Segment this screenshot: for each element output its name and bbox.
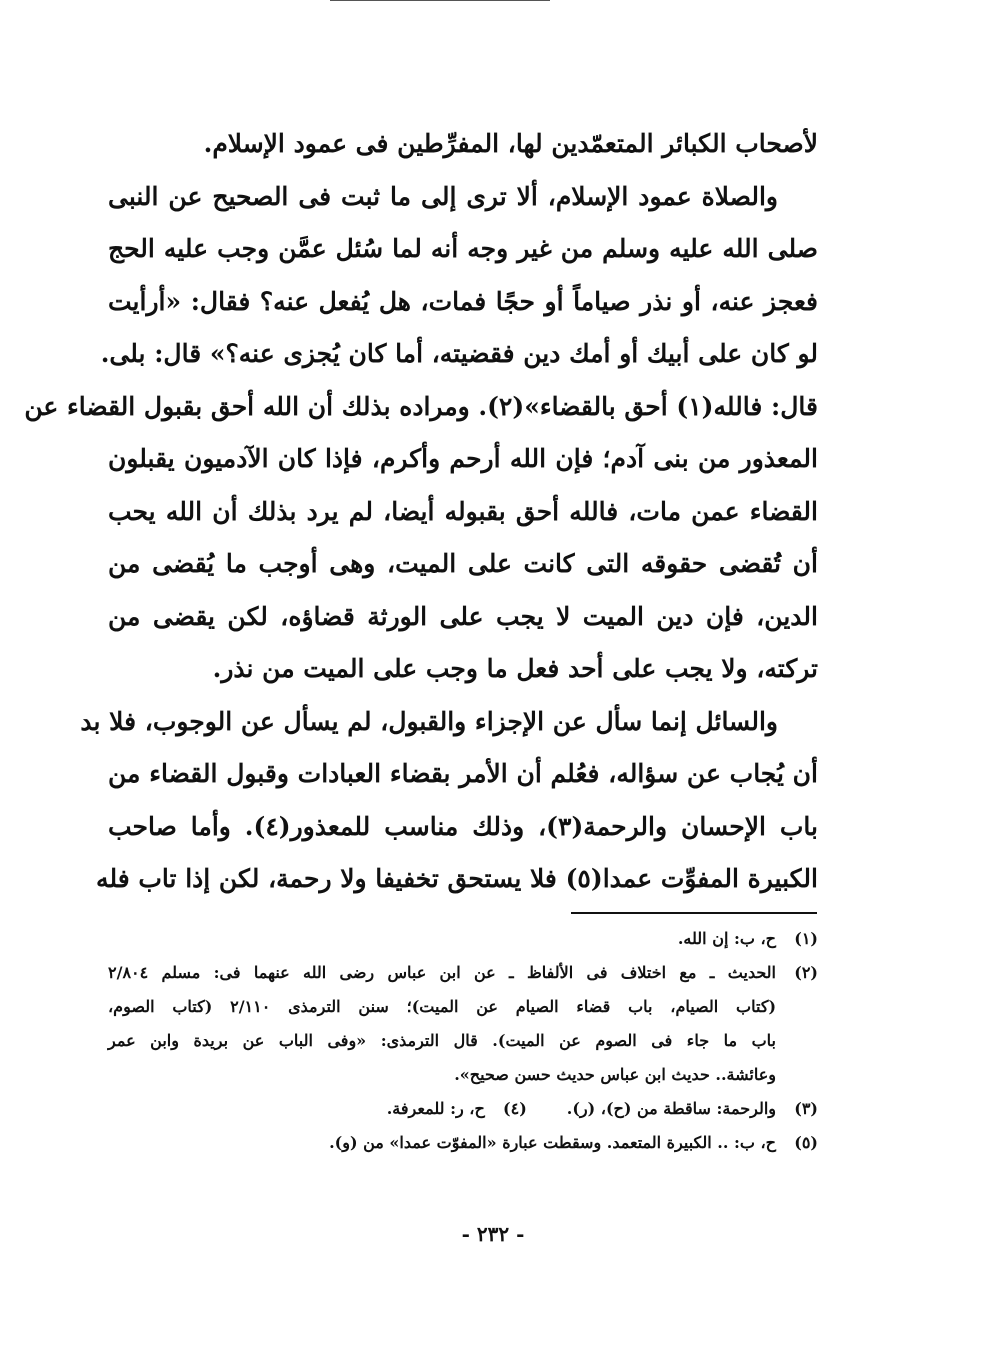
footnote-text: ح، ب: .. الكبيرة المتعمد. وسقطت عبارة «المفوّت عمدا» من (و). bbox=[329, 1133, 776, 1152]
footnote-2 bbox=[108, 956, 818, 1092]
body-line: قال: فالله(١) أحق بالقضاء»(٢). ومراده بذلك أن الله أحق بقبول القضاء عن bbox=[24, 391, 818, 421]
footnote-4 bbox=[387, 1092, 527, 1126]
footnote-row-3-4 bbox=[108, 1092, 818, 1126]
page-number: - ٢٣٢ - bbox=[461, 1222, 525, 1246]
footnote-number: (٤) bbox=[503, 1099, 527, 1118]
top-edge-rule bbox=[330, 0, 550, 1]
footnote-line: الحديث ـ مع اختلاف فى الألفاظ ـ عن ابن عباس رضى الله عنهما فى: مسلم ٢/٨٠٤ bbox=[108, 963, 776, 982]
body-line: لو كان على أبيك أو أمك دين فقضيته، أما كان يُجزى عنه؟» قال: بلى. bbox=[100, 339, 818, 368]
footnote-1 bbox=[108, 922, 818, 956]
footnote-text: ح، ب: إن الله. bbox=[677, 929, 776, 948]
footnote-number: (١) bbox=[794, 929, 818, 948]
footnote-number: (٥) bbox=[794, 1133, 818, 1152]
footnote-text bbox=[108, 956, 776, 1092]
footnote-5 bbox=[108, 1126, 818, 1160]
footnote-line: باب ما جاء فى الصوم عن الميت). قال الترمذى: «وفى الباب عن بريدة وابن عمر bbox=[108, 1031, 776, 1050]
body-line: والصلاة عمود الإسلام، ألا ترى إلى ما ثبت فى الصحيح عن النبى bbox=[108, 181, 778, 211]
body-line: فعجز عنه، أو نذر صياماً أو حجًا فمات، هل يُفعل عنه؟ فقال: «أرأيت bbox=[108, 286, 818, 316]
footnote-3 bbox=[567, 1092, 818, 1126]
body-line: المعذور من بنى آدم؛ فإن الله أرحم وأكرم، فإذا كان الآدميون يقبلون bbox=[108, 444, 818, 473]
footnote-number: (٢) bbox=[794, 963, 818, 982]
footnotes bbox=[108, 922, 818, 1160]
body-line: الكبيرة المفوِّت عمدا(٥) فلا يستحق تخفيفا ولا رحمة، لكن إذا تاب فله bbox=[96, 864, 818, 893]
footnote-text: ح، ر: للمعرفة. bbox=[386, 1099, 485, 1118]
body-line: القضاء عمن مات، فالله أحق بقبوله أيضا، لم يرد بذلك أن الله يحب bbox=[108, 496, 818, 526]
body-line: تركته، ولا يجب على أحد فعل ما وجب على الميت من نذر. bbox=[212, 654, 818, 683]
body-line: باب الإحسان والرحمة(٣)، وذلك مناسب للمعذور(٤). وأما صاحب bbox=[108, 811, 818, 841]
footnote-line: وعائشة.. حديث ابن عباس حديث حسن صحيح». bbox=[454, 1065, 776, 1084]
body-line: أن تُقضى حقوقه التى كانت على الميت، وهى أوجب ما يُقضى من bbox=[108, 549, 818, 578]
footnote-text: والرحمة: ساقطة من (ح)، (ر). bbox=[566, 1099, 776, 1118]
footnote-line: (كتاب الصيام، باب قضاء الصيام عن الميت)؛ سنن الترمذى ٢/١١٠ (كتاب الصوم، bbox=[108, 997, 777, 1016]
main-text bbox=[24, 118, 818, 906]
body-line: والسائل إنما سأل عن الإجزاء والقبول، لم يسأل عن الوجوب، فلا بد bbox=[80, 706, 778, 736]
footnote-separator bbox=[571, 912, 817, 914]
body-paragraphs bbox=[24, 118, 818, 906]
body-line: أن يُجاب عن سؤاله، فعُلم أن الأمر بقضاء العبادات وقبول القضاء من bbox=[108, 759, 818, 788]
body-line: لأصحاب الكبائر المتعمّدين لها، المفرِّطين فى عمود الإسلام. bbox=[203, 129, 818, 158]
body-line: الدين، فإن دين الميت لا يجب على الورثة قضاؤه، لكن يقضى من bbox=[108, 601, 818, 631]
body-line: صلى الله عليه وسلم من غير وجه أنه لما سُئل عمَّن وجب عليه الحج bbox=[108, 234, 818, 263]
footnote-number: (٣) bbox=[794, 1099, 818, 1118]
